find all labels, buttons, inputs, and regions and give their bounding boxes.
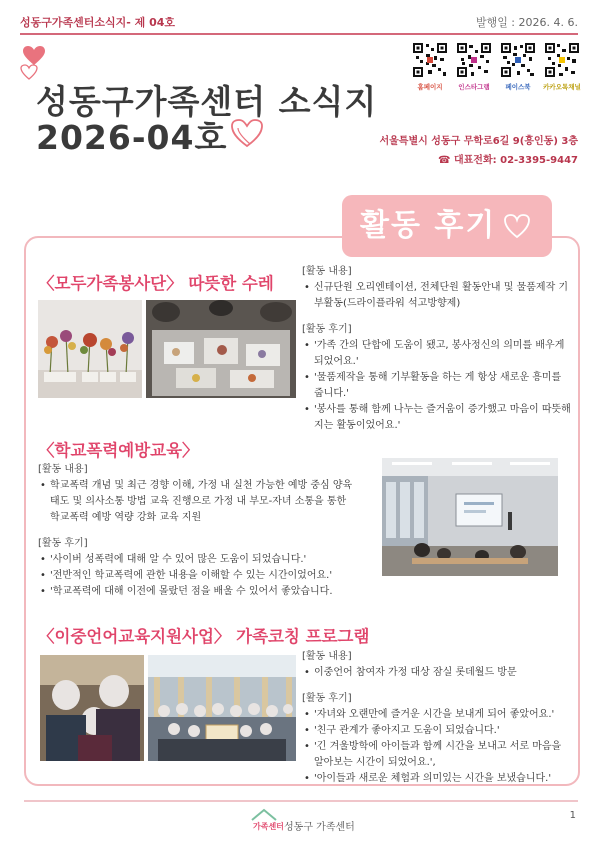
photo-group-lotteworld — [148, 655, 296, 761]
family-center-logo-icon — [248, 808, 284, 838]
review-item: • '긴 겨울방학에 아이들과 함께 시간을 보내고 서로 마음을 알아보는 시간이 되었어요.', — [302, 739, 572, 771]
qr-code-homepage-icon[interactable] — [412, 42, 448, 78]
content-item: • 신규단원 오리엔테이션, 전체단원 활동안내 및 물품제작 기부활동(드라이플라워 석고방향제) — [302, 280, 572, 312]
content-item: • 학교폭력 개념 및 최근 경향 이해, 가정 내 실천 가능한 예방 중심 양육 태도 및 의사소통 방법 교육 진행으로 가정 내 부모-자녀 소통을 통한 학교폭력 예방 역량 강화 교육 지원 — [38, 478, 354, 526]
photo-lecture-room — [382, 458, 558, 576]
review-item: • '물품제작을 통해 기부활동을 하는 게 항상 새로운 흥미를 줍니다.' — [302, 370, 572, 402]
photo-dried-flowers — [38, 300, 142, 398]
review-item: • '자녀와 오랜만에 즐거운 시간을 보내게 되어 좋았어요.' — [302, 707, 572, 723]
heart-outline-icon — [503, 213, 531, 239]
heart-outline-icon — [230, 118, 264, 148]
content-label: [활동 내용] — [302, 266, 352, 277]
qr-code-row — [408, 42, 584, 96]
content-label: [활동 내용] — [38, 464, 88, 475]
content-label: [활동 내용] — [302, 651, 352, 662]
page-header — [0, 0, 600, 36]
photo-family-selfie — [40, 655, 144, 761]
review-item: • '학교폭력에 대해 이전에 몰랐던 점을 배울 수 있어서 좋았습니다. — [38, 584, 354, 600]
section1-text — [302, 264, 572, 434]
review-item: • '친구 관계가 좋아지고 도움이 되었습니다.' — [302, 723, 572, 739]
review-label: [활동 후기] — [302, 693, 352, 704]
review-item: • '사이버 성폭력에 대해 알 수 있어 많은 도움이 되었습니다.' — [38, 552, 354, 568]
qr-code-kakao-icon[interactable] — [544, 42, 580, 78]
section-title-school-violence: 〈학교폭력예방교육〉 — [38, 441, 199, 460]
photo-craft-table — [146, 300, 296, 398]
qr-code-facebook-icon[interactable] — [500, 42, 536, 78]
section-tab-label: 활동 후기 — [360, 208, 497, 243]
section3-text — [302, 649, 572, 787]
header-divider — [20, 33, 578, 35]
qr-label-kakao: 카카오톡채널 — [543, 83, 581, 91]
center-address: 서울특별시 성동구 무학로6길 9(흥인동) 3층 — [379, 136, 578, 147]
heart-icon — [23, 46, 45, 66]
content-item: • 이중언어 참여자 가정 대상 잠실 롯데월드 방문 — [302, 665, 572, 681]
section-title-volunteer: 〈모두가족봉사단〉 따뜻한 수레 — [38, 274, 274, 293]
qr-label-homepage: 홈페이지 — [417, 83, 443, 91]
review-item: • '전반적인 학교폭력에 관한 내용을 이해할 수 있는 시간이었어요.' — [38, 568, 354, 584]
review-item: • '가족 간의 단합에 도움이 됐고, 봉사정신의 의미를 배우게 되었어요.' — [302, 338, 572, 370]
svg-text:가족센터: 가족센터 — [253, 822, 284, 831]
footer-org-name: 성동구 가족센터 — [284, 822, 355, 833]
review-item: • '봉사를 통해 함께 나누는 즐거움이 증가했고 마음이 따뜻해지는 활동이었어요.' — [302, 402, 572, 434]
newsletter-issue-number: 2026-04호 — [36, 118, 228, 157]
section-title-bilingual: 〈이중언어교육지원사업〉 가족코칭 프로그램 — [38, 627, 370, 646]
page-number: 1 — [569, 810, 576, 821]
review-item: • '아이들과 새로운 체험과 의미있는 시간을 보냈습니다.' — [302, 771, 572, 787]
issue-date: 발행일 : 2026. 4. 6. — [475, 16, 578, 29]
center-phone: ☎ 대표전화: 02-3395-9447 — [438, 155, 578, 166]
footer-divider — [24, 800, 578, 802]
newsletter-title: 성동구가족센터 소식지 — [36, 82, 378, 121]
qr-label-facebook: 페이스북 — [505, 83, 531, 91]
section2-text — [38, 462, 354, 600]
review-label: [활동 후기] — [302, 324, 352, 335]
qr-label-instagram: 인스타그램 — [458, 83, 490, 91]
review-label: [활동 후기] — [38, 538, 88, 549]
qr-code-instagram-icon[interactable] — [456, 42, 492, 78]
newsletter-series: 성동구가족센터소식지- 제 04호 — [20, 16, 176, 29]
